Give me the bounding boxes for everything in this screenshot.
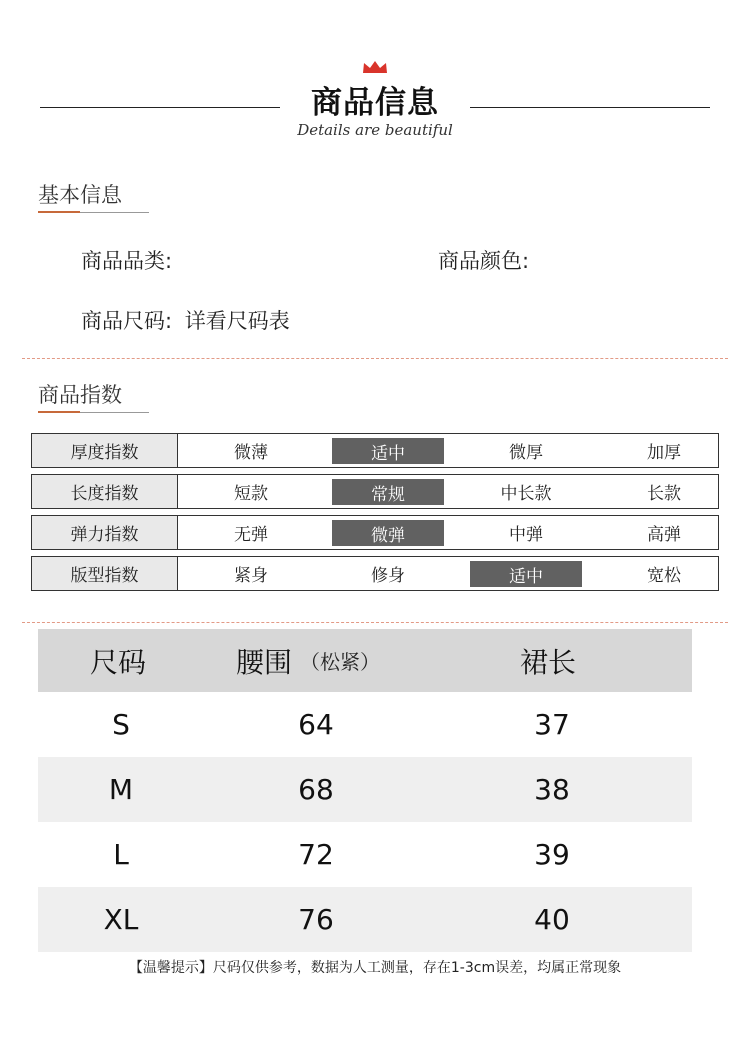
size-tip: 【温馨提示】尺码仅供参考，数据为人工测量，存在1-3cm误差，均属正常现象 — [128, 960, 622, 976]
index-row-label: 版型指数 — [32, 557, 178, 590]
index-row-label: 长度指数 — [32, 475, 178, 508]
index-row-label: 厚度指数 — [32, 434, 178, 467]
index-option: 短款 — [234, 484, 268, 504]
index-row — [31, 515, 719, 550]
color-label: 商品颜色: — [438, 249, 530, 273]
category-label: 商品品类: — [81, 249, 173, 273]
header-waist-note: （松紧） — [300, 650, 381, 674]
size-cell-length: 38 — [534, 773, 570, 806]
section-title-basic-info: 基本信息 — [38, 183, 122, 207]
page-title: 商品信息 — [311, 85, 439, 121]
index-option: 加厚 — [647, 443, 681, 463]
crown-icon — [361, 60, 389, 76]
index-option: 紧身 — [234, 566, 268, 586]
size-cell-size: XL — [103, 903, 139, 936]
header-rule-right — [470, 107, 710, 108]
index-option-selected: 微弹 — [332, 520, 444, 546]
index-option-selected: 适中 — [332, 438, 444, 464]
size-table-row — [38, 887, 692, 952]
section-divider — [22, 358, 728, 359]
header-rule-left — [40, 107, 280, 108]
header-length: 裙长 — [520, 645, 577, 679]
size-cell-length: 40 — [534, 903, 570, 936]
size-table-row — [38, 822, 692, 887]
index-option: 长款 — [647, 484, 681, 504]
size-table-row — [38, 757, 692, 822]
size-cell-waist: 76 — [298, 903, 334, 936]
size-value: 详看尺码表 — [184, 309, 290, 333]
size-cell-size: S — [112, 708, 130, 741]
size-cell-size: L — [113, 838, 129, 871]
section-divider — [22, 622, 728, 623]
index-row — [31, 433, 719, 468]
size-label: 商品尺码: — [81, 309, 173, 333]
size-cell-waist: 72 — [298, 838, 334, 871]
page-subtitle: Details are beautiful — [297, 121, 453, 139]
index-option: 无弹 — [234, 525, 268, 545]
header-waist-label: 腰围 — [236, 645, 293, 679]
index-option: 高弹 — [647, 525, 681, 545]
size-info — [81, 305, 290, 335]
index-option-selected: 适中 — [470, 561, 582, 587]
size-cell-length: 37 — [534, 708, 570, 741]
header-waist — [236, 629, 496, 692]
header-size: 尺码 — [90, 645, 147, 679]
size-table-row — [38, 692, 692, 757]
index-option: 修身 — [371, 566, 405, 586]
index-option: 微厚 — [509, 443, 543, 463]
index-row — [31, 474, 719, 509]
size-table-header — [38, 629, 692, 692]
size-cell-waist: 68 — [298, 773, 334, 806]
section-underline-accent — [38, 411, 80, 413]
size-cell-waist: 64 — [298, 708, 334, 741]
section-title-index: 商品指数 — [38, 383, 122, 407]
size-cell-size: M — [108, 773, 134, 806]
size-cell-length: 39 — [534, 838, 570, 871]
index-option: 中弹 — [509, 525, 543, 545]
index-option: 宽松 — [647, 566, 681, 586]
index-option: 中长款 — [500, 484, 552, 504]
index-option: 微薄 — [234, 443, 268, 463]
index-row-label: 弹力指数 — [32, 516, 178, 549]
index-row — [31, 556, 719, 591]
index-option-selected: 常规 — [332, 479, 444, 505]
section-underline-accent — [38, 211, 80, 213]
